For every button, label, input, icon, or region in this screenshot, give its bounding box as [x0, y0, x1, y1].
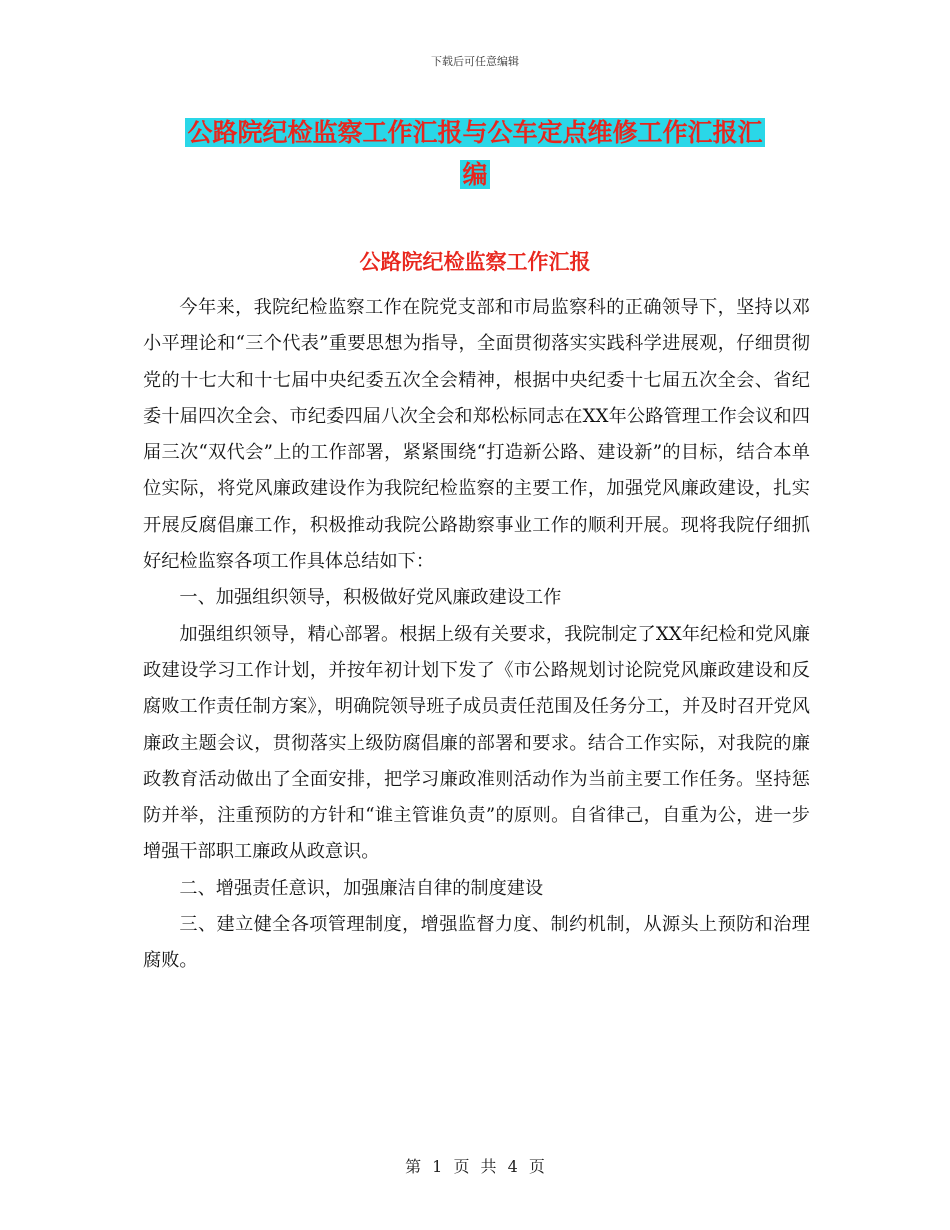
document-title	[0, 112, 950, 196]
page-header-note: 下载后可任意编辑	[431, 55, 519, 68]
paragraph-heading-3: 三、建立健全各项管理制度，增强监督力度、制约机制，从源头上预防和治理腐败。	[143, 914, 810, 972]
document-title-line-2: 编	[462, 160, 488, 189]
paragraph-body-1: 加强组织领导，精心部署。根据上级有关要求，我院制定了XX年纪检和党风廉政建设学习工作计划，并按年初计划下发了《市公路规划讨论院党风廉政建设和反腐败工作责任制方案》，明确院领导班子成员责任范围及任务分工，并及时召开党风廉政主题会议，贯彻落实上级防腐倡廉的部署和要求。结合工作实际，对我院的廉政教育活动做出了全面安排，把学习廉政准则活动作为当前主要工作任务。坚持惩防并举，注重预防的方针和“谁主管谁负责”的原则。自省律己，自重为公，进一步增强干部职工廉政从政意识。	[143, 623, 810, 863]
document-body	[143, 290, 810, 980]
paragraph-heading-1: 一、加强组织领导，积极做好党风廉政建设工作	[179, 587, 562, 609]
document-title-line-1: 公路院纪检监察工作汇报与公车定点维修工作汇报汇	[187, 118, 763, 147]
paragraph-intro: 今年来，我院纪检监察工作在院党支部和市局监察科的正确领导下，坚持以邓小平理论和“三个代表”重要思想为指导，全面贯彻落实实践科学进展观，仔细贯彻党的十七大和十七届中央纪委五次全会精神，根据中央纪委十七届五次全会、省纪委十届四次全会、市纪委四届八次全会和郑松标同志在XX年公路管理工作会议和四届三次“双代会”上的工作部署，紧紧围绕“打造新公路、建设新”的目标，结合本单位实际，将党风廉政建设作为我院纪检监察的主要工作，加强党风廉政建设，扎实开展反腐倡廉工作，积极推动我院公路勘察事业工作的顺利开展。现将我院仔细抓好纪检监察各项工作具体总结如下：	[143, 297, 810, 573]
page-number-footer: 第 1 页 共 4 页	[405, 1157, 545, 1176]
paragraph-heading-2: 二、增强责任意识，加强廉洁自律的制度建设	[179, 877, 544, 899]
section-title: 公路院纪检监察工作汇报	[359, 250, 591, 274]
